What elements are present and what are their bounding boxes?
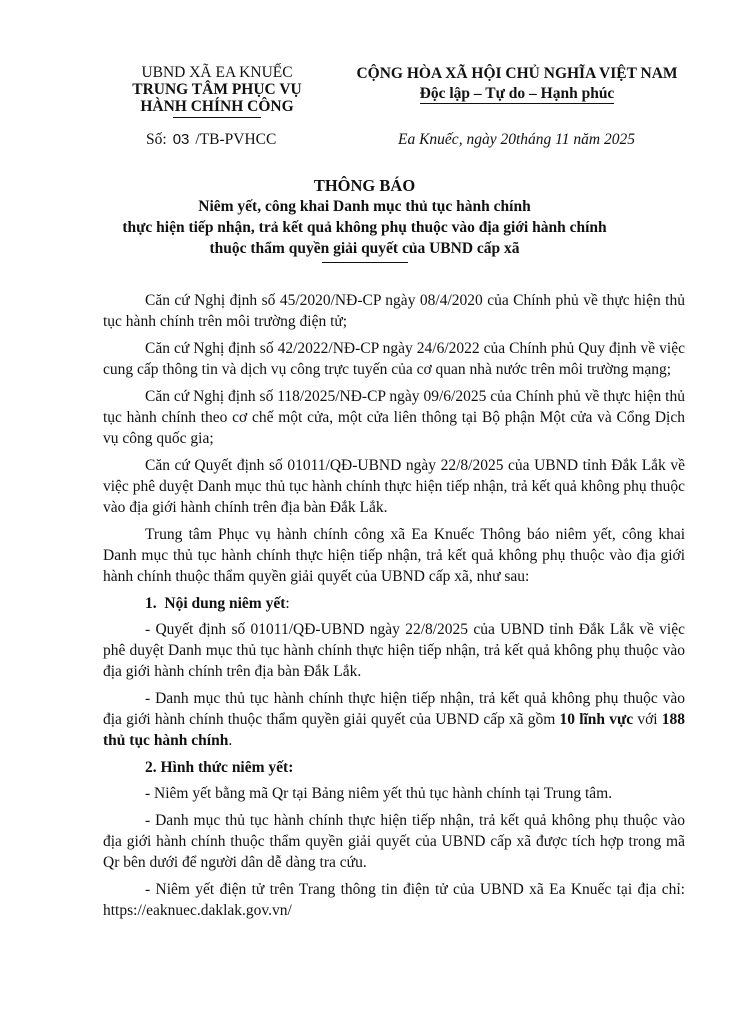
paragraph-announcement: Trung tâm Phục vụ hành chính công xã Ea Knuếc Thông báo niêm yết, công khai Danh mục thủ tục hành chính thực hiện tiếp nhận, trả kết quả không phụ thuộc vào địa giới hành chính thuộc thẩm quyền giải quyết của UBND cấp xã, như sau:	[103, 526, 685, 585]
number-label: Số:	[146, 131, 167, 148]
section-1-colon: :	[285, 595, 290, 612]
title-line-4: thuộc thẩm quyền giải quyết của UBND cấp xã	[209, 240, 520, 257]
national-motto: Độc lập – Tự do – Hạnh phúc	[419, 85, 615, 102]
section-1-heading	[103, 593, 685, 614]
document-date	[398, 131, 635, 149]
content-2-joiner: với	[633, 711, 662, 728]
number-value: 03	[172, 131, 190, 148]
content-2-end: .	[228, 732, 233, 749]
issuing-agency	[112, 64, 322, 118]
paragraph-legal-basis-4: Căn cứ Quyết định số 01011/QĐ-UBND ngày 22/8/2025 của UBND tỉnh Đắk Lắk về việc phê duyệt Danh mục thủ tục hành chính thực hiện tiếp nhận, trả kết quả không phụ thuộc vào địa giới hành chính trên địa bàn Đắk Lắk.	[103, 457, 685, 516]
field-count: 10 lĩnh vực	[559, 711, 634, 728]
date-month-label: tháng	[515, 131, 552, 148]
agency-line-1: UBND XÃ EA KNUẾC	[141, 64, 293, 81]
section-1-title: Nội dung niêm yết	[164, 595, 286, 612]
notice-title	[0, 175, 729, 263]
section-1-number: 1.	[145, 595, 157, 612]
procedure-count: 188 thủ tục hành chính	[103, 711, 685, 749]
paragraph-form-2: - Danh mục thủ tục hành chính thực hiện tiếp nhận, trả kết quả không phụ thuộc vào địa giới hành chính thuộc thẩm quyền giải quyết của UBND cấp xã được tích hợp trong mã Qr bên dưới để người dân dễ dàng tra cứu.	[103, 812, 685, 871]
date-day: 20	[500, 131, 516, 148]
date-year: năm 2025	[573, 131, 635, 148]
title-heading: THÔNG BÁO	[313, 176, 416, 195]
country-name: CỘNG HÒA XÃ HỘI CHỦ NGHĨA VIỆT NAM	[356, 65, 678, 82]
content-2-text: - Danh mục thủ tục hành chính thực hiện tiếp nhận, trả kết quả không phụ thuộc vào địa giới hành chính thuộc thẩm quyền giải quyết của UBND cấp xã gồm	[103, 690, 685, 728]
agency-underline	[173, 117, 261, 118]
paragraph-legal-basis-3: Căn cứ Nghị định số 118/2025/NĐ-CP ngày 09/6/2025 của Chính phủ về thực hiện thủ tục hành chính theo cơ chế một cửa, một cửa liên thông tại Bộ phận Một cửa và Cổng Dịch vụ công quốc gia;	[103, 388, 685, 447]
paragraph-content-2	[103, 688, 685, 751]
paragraph-legal-basis-2: Căn cứ Nghị định số 42/2022/NĐ-CP ngày 24/6/2022 của Chính phủ Quy định về việc cung cấp thông tin và dịch vụ công trực tuyến của cơ quan nhà nước trên môi trường mạng;	[103, 340, 685, 378]
paragraph-form-1: - Niêm yết bằng mã Qr tại Bảng niêm yết thủ tục hành chính tại Trung tâm.	[145, 785, 613, 802]
date-month: 11	[555, 131, 570, 148]
paragraph-form-3: - Niêm yết điện tử trên Trang thông tin điện tử của UBND xã Ea Knuếc tại địa chỉ: https://eaknuec.daklak.gov.vn/	[103, 881, 685, 919]
agency-line-2: TRUNG TÂM PHỤC VỤ	[132, 81, 302, 98]
agency-line-3: HÀNH CHÍNH CÔNG	[140, 98, 294, 115]
document-number	[146, 131, 276, 149]
date-prefix: Ea Knuếc, ngày	[398, 131, 497, 148]
title-line-2: Niêm yết, công khai Danh mục thủ tục hành chính	[198, 198, 531, 215]
number-suffix: /TB-PVHCC	[195, 131, 277, 148]
section-2-heading: 2. Hình thức niêm yết:	[145, 759, 294, 776]
national-header	[344, 64, 690, 104]
notice-body	[103, 290, 685, 927]
paragraph-content-1: - Quyết định số 01011/QĐ-UBND ngày 22/8/2025 của UBND tỉnh Đắk Lắk về việc phê duyệt Danh mục thủ tục hành chính thực hiện tiếp nhận, trả kết quả không phụ thuộc vào địa giới hành chính trên địa bàn Đắk Lắk.	[103, 621, 685, 680]
paragraph-legal-basis-1: Căn cứ Nghị định số 45/2020/NĐ-CP ngày 08/4/2020 của Chính phủ về thực hiện thủ tục hành chính trên môi trường điện tử;	[103, 292, 685, 330]
title-line-3: thực hiện tiếp nhận, trả kết quả không phụ thuộc vào địa giới hành chính	[122, 219, 607, 236]
title-separator	[322, 262, 408, 263]
